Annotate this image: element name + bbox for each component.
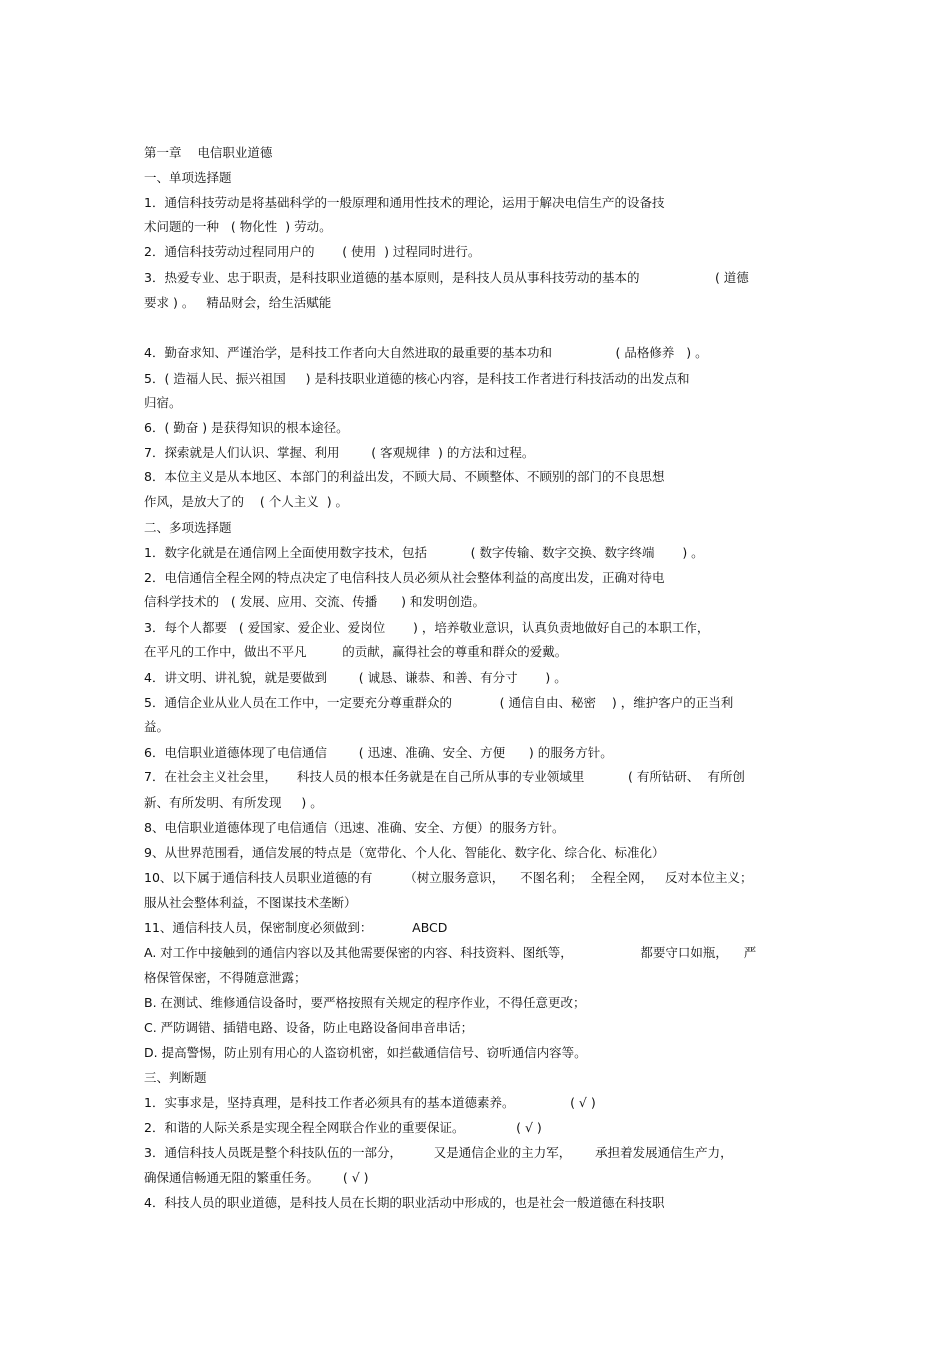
text-line: 一、单项选择题: [144, 170, 232, 185]
text-line: 二、多项选择题: [144, 520, 232, 535]
text-line: 7．探索就是人们认识、掌握、利用 ( 客观规律 ) 的方法和过程。: [144, 445, 535, 460]
text-line: 4．讲文明、讲礼貌，就是要做到 ( 诚恳、谦恭、和善、有分寸 ) 。: [144, 670, 567, 685]
text-line: 确保通信畅通无阻的繁重任务。 ( √ ): [144, 1170, 369, 1185]
chapter-title: 第一章 电信职业道德: [144, 145, 273, 160]
text-line: 6．( 勤奋 ) 是获得知识的根本途径。: [144, 420, 349, 435]
text-line: 8、电信职业道德体现了电信通信（迅速、准确、安全、方便）的服务方针。: [144, 820, 565, 835]
text-line: 1．数字化就是在通信网上全面使用数字技术，包括 ( 数字传输、数字交换、数字终端 ) 。: [144, 545, 704, 560]
text-line: 三、判断题: [144, 1070, 207, 1085]
text-line: D. 提高警惕，防止别有用心的人盗窃机密，如拦截通信信号、窃听通信内容等。: [144, 1045, 587, 1060]
text-line: 信科学技术的 ( 发展、应用、交流、传播 ) 和发明创造。: [144, 594, 485, 609]
text-line: C. 严防调错、插错电路、设备，防止电路设备间串音串话；: [144, 1020, 474, 1035]
text-line: 作风，是放大了的 ( 个人主义 ) 。: [144, 494, 349, 509]
text-line: 益。: [144, 719, 170, 734]
text-line: 1．实事求是，坚持真理，是科技工作者必须具有的基本道德素养。 ( √ ): [144, 1095, 596, 1110]
text-line: 8．本位主义是从本地区、本部门的利益出发，不顾大局、不顾整体、不顾别的部门的不良思想: [144, 469, 665, 484]
text-line: 2．电信通信全程全网的特点决定了电信科技人员必须从社会整体利益的高度出发，正确对待电: [144, 570, 665, 585]
text-line: 11、通信科技人员，保密制度必须做到： ABCD: [144, 920, 448, 935]
text-line: 服从社会整体利益，不图谋技术垄断）: [144, 895, 357, 910]
text-line: 要求 ) 。 精品财会，给生活赋能: [144, 295, 332, 310]
text-line: 归宿。: [144, 395, 182, 410]
text-line: 10、以下属于通信科技人员职业道德的有 （树立服务意识， 不图名利； 全程全网， 反对本位主义；: [144, 870, 753, 885]
text-line: 6．电信职业道德体现了电信通信 ( 迅速、准确、安全、方便 ) 的服务方针。: [144, 745, 613, 760]
text-line: 2．通信科技劳动过程同用户的 ( 使用 ) 过程同时进行。: [144, 244, 481, 259]
text-line: 3．热爱专业、忠于职责，是科技职业道德的基本原则，是科技人员从事科技劳动的基本的 ( 道德: [144, 270, 749, 285]
text-line: 4．勤奋求知、严谨治学，是科技工作者向大自然进取的最重要的基本功和 ( 品格修养 ) 。: [144, 345, 708, 360]
text-line: 2．和谐的人际关系是实现全程全网联合作业的重要保证。 ( √ ): [144, 1120, 542, 1135]
text-line: 术问题的一种 ( 物化性 ) 劳动。: [144, 219, 332, 234]
text-line: 在平凡的工作中，做出不平凡 的贡献，赢得社会的尊重和群众的爱戴。: [144, 644, 568, 659]
text-line: 1．通信科技劳动是将基础科学的一般原理和通用性技术的理论，运用于解决电信生产的设备技: [144, 195, 665, 210]
text-line: 3．通信科技人员既是整个科技队伍的一部分， 又是通信企业的主力军， 承担着发展通信生产力，: [144, 1145, 733, 1160]
text-line: 新、有所发明、有所发现 ) 。: [144, 795, 323, 810]
text-line: 7．在社会主义社会里， 科技人员的根本任务就是在自己所从事的专业领域里 ( 有所钻研、 有所创: [144, 769, 745, 784]
text-line: A. 对工作中接触到的通信内容以及其他需要保密的内容、科技资料、图纸等， 都要守口如瓶， 严: [144, 945, 757, 960]
text-line: B. 在测试、维修通信设备时，要严格按照有关规定的程序作业，不得任意更改；: [144, 995, 586, 1010]
text-line: 5．( 造福人民、振兴祖国 ) 是科技职业道德的核心内容，是科技工作者进行科技活动的出发点和: [144, 371, 690, 386]
text-line: 9、从世界范围看，通信发展的特点是（宽带化、个人化、智能化、数字化、综合化、标准化）: [144, 845, 665, 860]
text-line: 3．每个人都要 ( 爱国家、爱企业、爱岗位 ) ，培养敬业意识，认真负责地做好自己的本职工作，: [144, 620, 710, 635]
text-line: 格保管保密，不得随意泄露；: [144, 970, 307, 985]
text-line: 5．通信企业从业人员在工作中，一定要充分尊重群众的 ( 通信自由、秘密 ) ，维护客户的正当利: [144, 695, 734, 710]
text-line: 4．科技人员的职业道德，是科技人员在长期的职业活动中形成的，也是社会一般道德在科技职: [144, 1195, 665, 1210]
